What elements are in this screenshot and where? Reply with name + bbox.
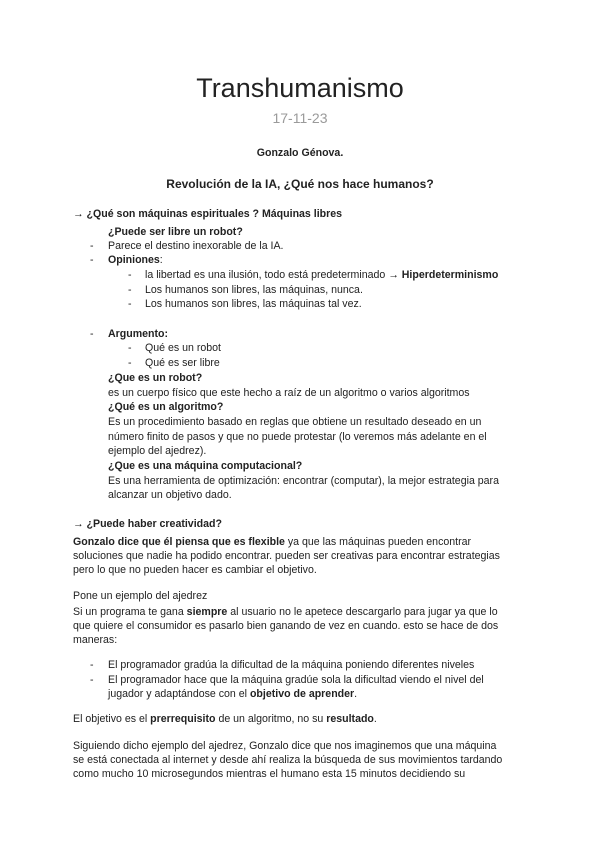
question-robot-free: ¿Puede ser libre un robot? (108, 226, 243, 238)
paragraph-text: . (354, 688, 358, 700)
opinion-3: Los humanos son libres, las máquinas tal vez. (145, 298, 362, 310)
prerrequisito-bold: prerrequisito (150, 713, 216, 725)
argumento-1: Qué es un robot (145, 342, 221, 354)
opinion-2: Los humanos son libres, las máquinas, nunca. (145, 284, 363, 296)
paragraph-programa-line: maneras: (73, 634, 118, 646)
answer-algoritmo-line: ejemplo del ajedrez). (108, 445, 207, 457)
paragraph-creatividad-line: soluciones que nadie ha podido encontrar. pueden ser creativas para encontrar estrategias (73, 550, 500, 562)
paragraph-siguiendo-line: Siguiendo dicho ejemplo del ajedrez, Gonzalo dice que nos imaginemos que una máquina (73, 740, 497, 752)
answer-algoritmo-line: Es un procedimiento basado en reglas que obtiene un resultado deseado en un (108, 416, 482, 428)
bullet-dash: - (128, 269, 132, 281)
paragraph-text: de un algoritmo, no su (215, 713, 327, 725)
argumento-label: Argumento: (108, 328, 169, 340)
doc-title: Transhumanismo (196, 73, 404, 103)
paragraph-siguiendo-line: se está conectada al internet y desde ahí realiza la búsqueda de sus movimientos tardando (73, 754, 503, 766)
answer-maquina-line: alcanzar un objetivo dado. (108, 489, 232, 501)
gonzalo-bold: Gonzalo dice que él piensa que es flexible (73, 536, 285, 548)
bullet-dash: - (128, 342, 132, 354)
paragraph-text: Si un programa te gana (73, 606, 187, 618)
bullet-dash: - (128, 284, 132, 296)
manera-1: El programador gradúa la dificultad de la máquina poniendo diferentes niveles (108, 659, 475, 671)
doc-date: 17-11-23 (272, 110, 328, 126)
bullet-dash: - (90, 659, 94, 671)
manera-2-line (108, 687, 357, 701)
question-algoritmo: ¿Qué es un algoritmo? (108, 401, 224, 413)
paragraph-text: ya que las máquinas pueden encontrar (284, 536, 472, 548)
manera-2-line: El programador hace que la máquina gradúe sola la dificultad viendo el nivel del (108, 674, 484, 686)
section1-heading: → ¿Qué son máquinas espirituales ? Máquinas libres (73, 208, 343, 220)
argumento-2: Qué es ser libre (145, 357, 220, 369)
paragraph-objetivo (73, 712, 377, 726)
paragraph-programa-line: que quiere el consumidor es pasarlo bien ganando de vez en cuando. esto se hace de dos (73, 620, 499, 632)
paragraph-text: jugador y adaptándose con el (108, 688, 250, 700)
section2-heading: → ¿Puede haber creatividad? (73, 518, 222, 530)
opiniones-label: Opiniones (108, 254, 160, 266)
opinion-1-bold: Hiperdeterminismo (401, 269, 499, 281)
bullet-dash: - (90, 254, 94, 266)
bullet-dash: - (128, 357, 132, 369)
paragraph-creatividad-line (73, 535, 471, 549)
bullet-dash: - (90, 674, 94, 686)
siempre-bold: siempre (186, 606, 228, 618)
objetivo-aprender-bold: objetivo de aprender (249, 688, 355, 700)
paragraph-text: al usuario no le apetece descargarlo para jugar ya que lo (227, 606, 498, 618)
answer-robot: es un cuerpo físico que este hecho a raíz de un algoritmo o varios algoritmos (108, 387, 470, 399)
question-robot: ¿Que es un robot? (108, 372, 203, 384)
doc-subtitle: Revolución de la IA, ¿Qué nos hace humanos? (166, 177, 434, 191)
bullet-dash: - (90, 328, 94, 340)
paragraph-text: El objetivo es el (73, 713, 151, 725)
bullet-dash: - (90, 240, 94, 252)
paragraph-siguiendo-line: como mucho 10 microsegundos mientras el humano esta 15 minutos decidiendo su (73, 768, 466, 780)
paragraph-programa-line (73, 605, 498, 619)
doc-author: Gonzalo Génova. (256, 147, 344, 159)
item-opiniones (108, 253, 163, 267)
question-maquina: ¿Que es una máquina computacional? (108, 460, 303, 472)
answer-maquina-line: Es una herramienta de optimización: encontrar (computar), la mejor estrategia para (108, 475, 499, 487)
opinion-1-text: la libertad es una ilusión, todo está predeterminado → (145, 269, 402, 281)
paragraph-text: . (373, 713, 377, 725)
opiniones-colon: : (159, 254, 163, 266)
answer-algoritmo-line: número finito de pasos y que no puede protestar (lo veremos más adelante en el (108, 431, 487, 443)
bullet-dash: - (128, 298, 132, 310)
item-destino: Parece el destino inexorable de la IA. (108, 240, 284, 252)
paragraph-creatividad-line: pero lo que no pueden hacer es cambiar el objetivo. (73, 564, 317, 576)
opinion-1 (145, 268, 498, 282)
ejemplo-ajedrez: Pone un ejemplo del ajedrez (73, 590, 208, 602)
resultado-bold: resultado (326, 713, 374, 725)
